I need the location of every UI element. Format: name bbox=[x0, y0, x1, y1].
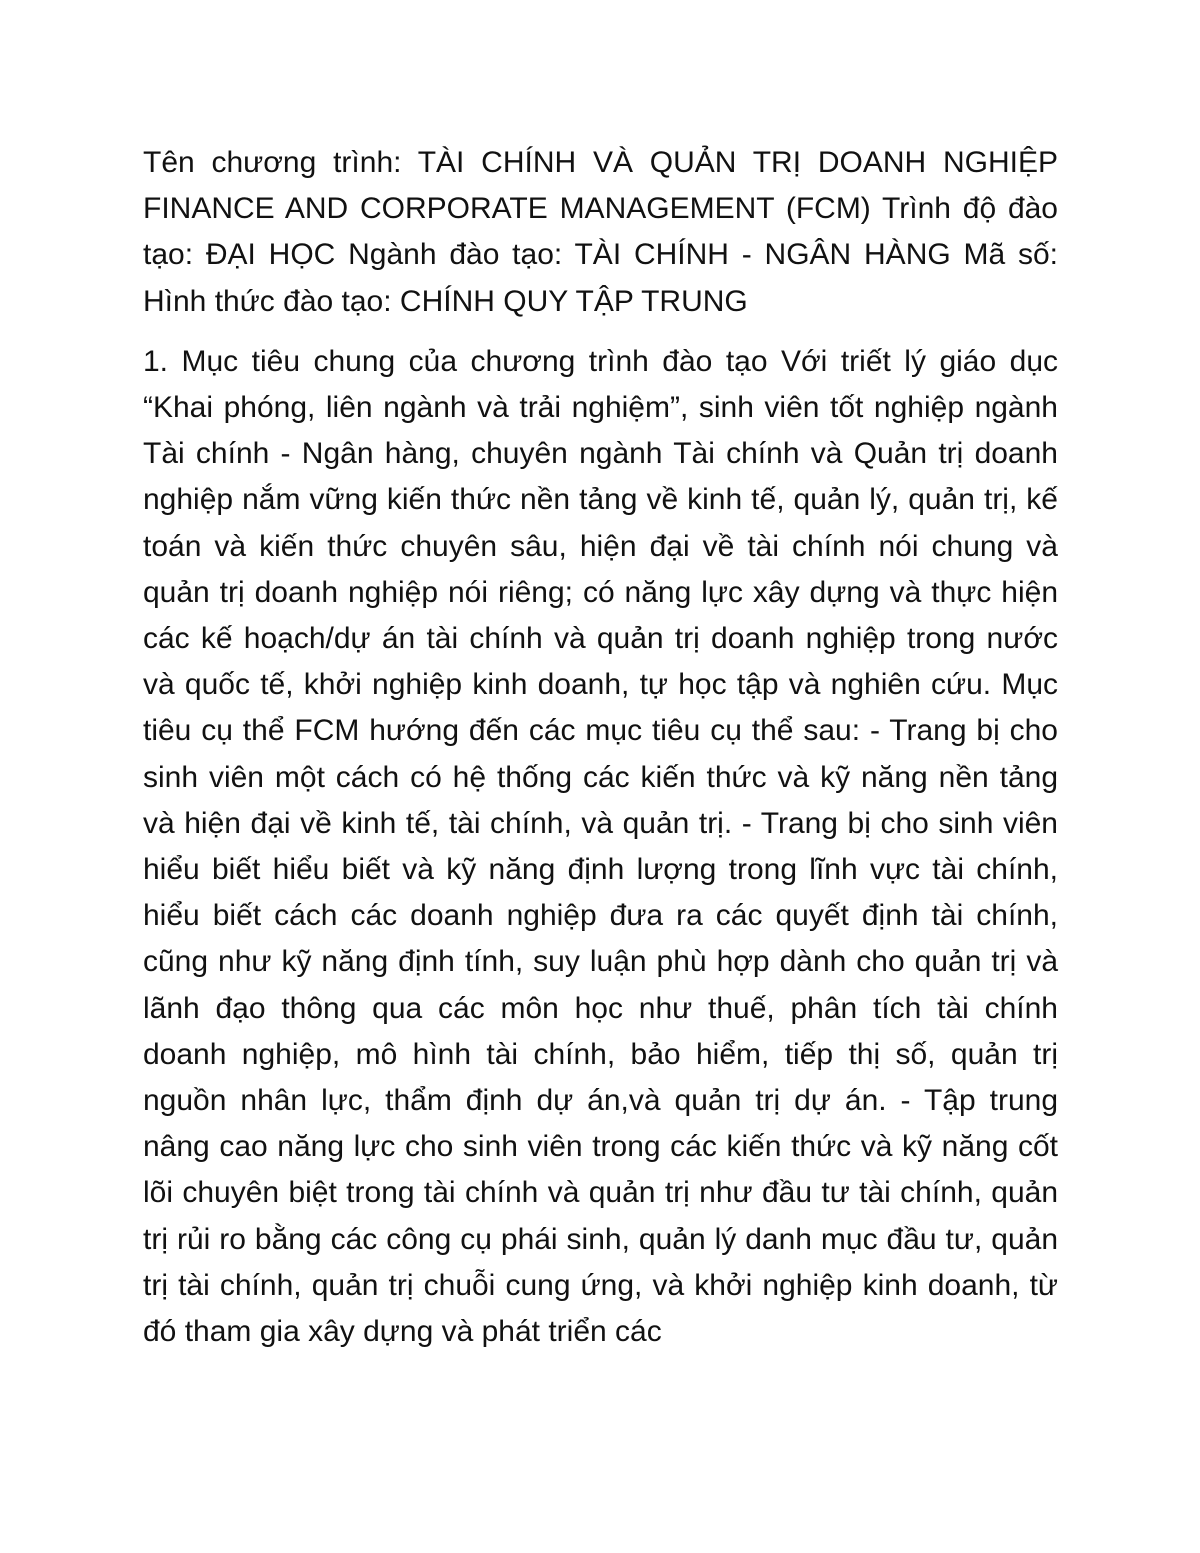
program-header-paragraph: Tên chương trình: TÀI CHÍNH VÀ QUẢN TRỊ DOANH NGHIỆP FINANCE AND CORPORATE MANAGEMENT (FCM) Trình độ đào tạo: ĐẠI HỌC Ngành đào tạo: TÀI CHÍNH - NGÂN HÀNG Mã số: Hình thức đào tạo: CHÍNH QUY TẬP TRUNG bbox=[143, 146, 1058, 318]
general-objectives-paragraph: 1. Mục tiêu chung của chương trình đào tạo Với triết lý giáo dục “Khai phóng, liên ngành và trải nghiệm”, sinh viên tốt nghiệp ngành Tài chính - Ngân hàng, chuyên ngành Tài chính và Quản trị doanh nghiệp nắm vững kiến thức nền tảng về kinh tế, quản lý, quản trị, kế toán và kiến thức chuyên sâu, hiện đại về tài chính nói chung và quản trị doanh nghiệp nói riêng; có năng lực xây dựng và thực hiện các kế hoạch/dự án tài chính và quản trị doanh nghiệp trong nước và quốc tế, khởi nghiệp kinh doanh, tự học tập và nghiên cứu. Mục tiêu cụ thể FCM hướng đến các mục tiêu cụ thể sau: - Trang bị cho sinh viên một cách có hệ thống các kiến thức và kỹ năng nền tảng và hiện đại về kinh tế, tài chính, và quản trị. - Trang bị cho sinh viên hiểu biết hiểu biết và kỹ năng định lượng trong lĩnh vực tài chính, hiểu biết cách các doanh nghiệp đưa ra các quyết định tài chính, cũng như kỹ năng định tính, suy luận phù hợp dành cho quản trị và lãnh đạo thông qua các môn học như thuế, phân tích tài chính doanh nghiệp, mô hình tài chính, bảo hiểm, tiếp thị số, quản trị nguồn nhân lực, thẩm định dự án,và quản trị dự án. - Tập trung nâng cao năng lực cho sinh viên trong các kiến thức và kỹ năng cốt lõi chuyên biệt trong tài chính và quản trị như đầu tư tài chính, quản trị rủi ro bằng các công cụ phái sinh, quản lý danh mục đầu tư, quản trị tài chính, quản trị chuỗi cung ứng, và khởi nghiệp kinh doanh, từ đó tham gia xây dựng và phát triển các bbox=[143, 344, 1058, 1349]
document-page bbox=[143, 140, 1058, 1355]
